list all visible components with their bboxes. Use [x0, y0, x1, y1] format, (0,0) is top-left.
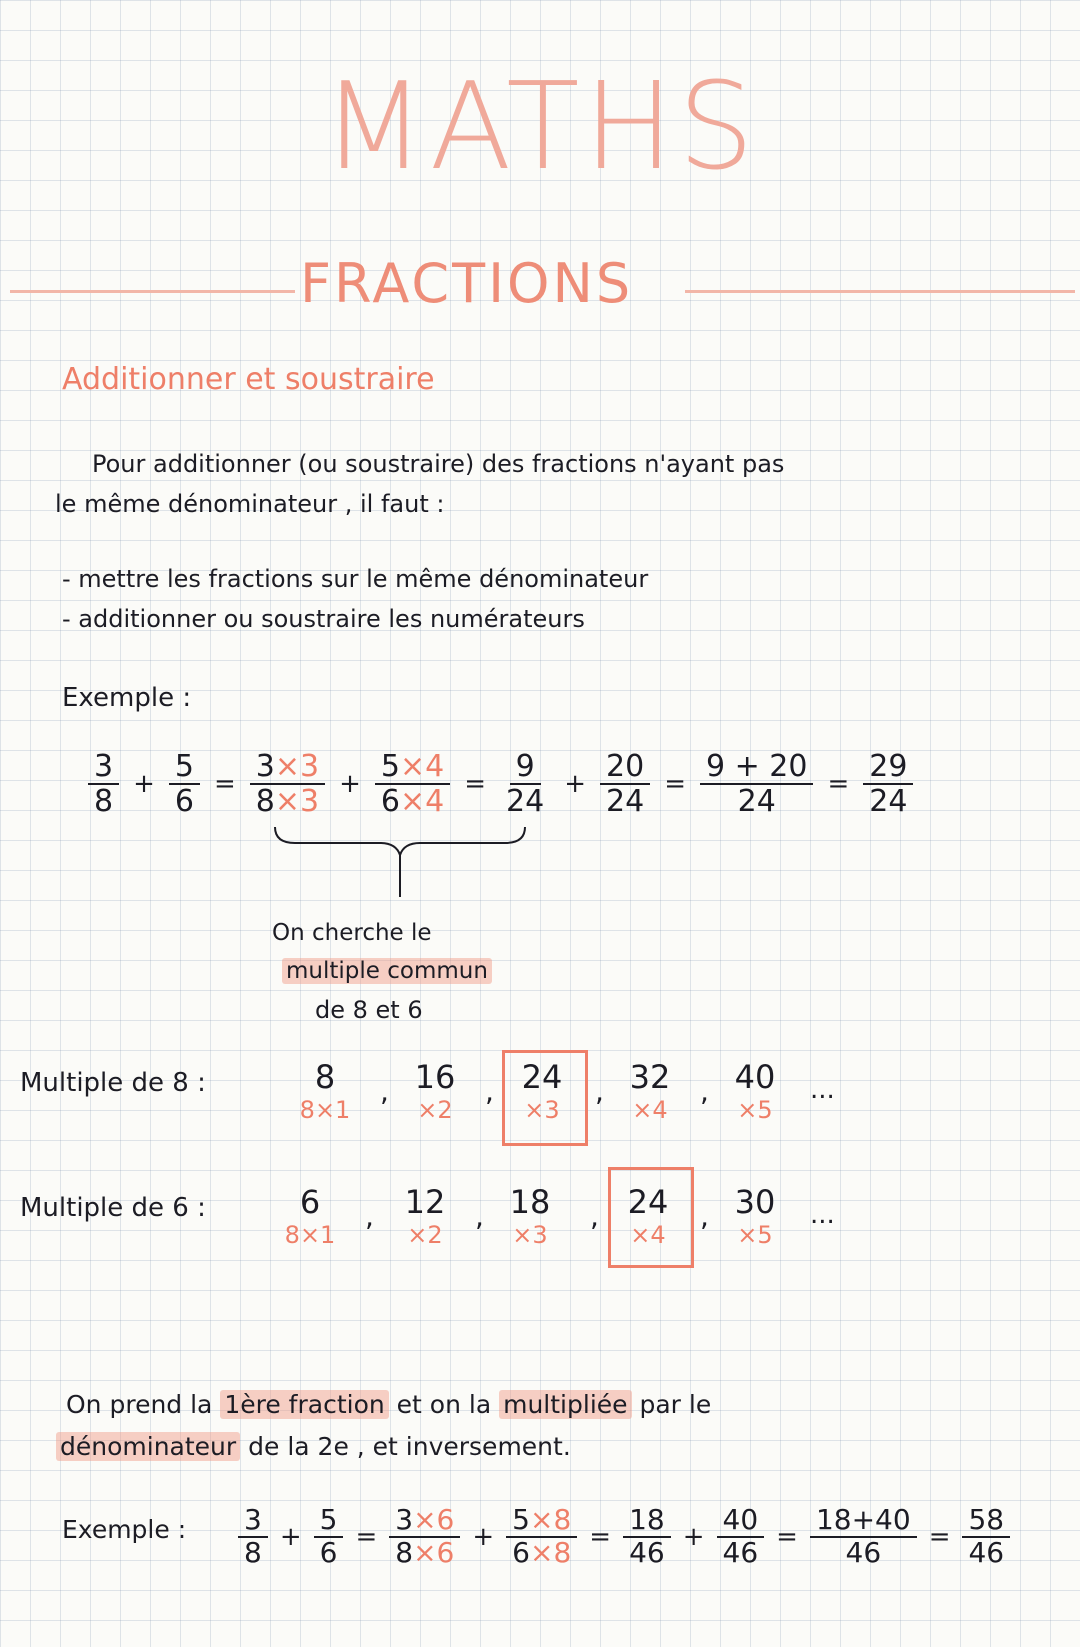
fraction: $\frac{18}{46}$ — [623, 1505, 671, 1569]
comma: , — [595, 1075, 604, 1108]
example-2-equation — [238, 1505, 1010, 1569]
plus-sign: + — [472, 1521, 495, 1552]
plus-sign: + — [564, 769, 587, 799]
example-label-2: Exemple : — [62, 1515, 187, 1544]
note-line-3: de 8 et 6 — [315, 996, 423, 1024]
fraction: $\frac{58}{46}$ — [962, 1505, 1010, 1569]
fraction: $\frac{5\times 4}{6\times 4}$ — [375, 750, 450, 818]
multiple-8-item: 8 8×1 — [299, 1058, 351, 1124]
fraction: $\frac{5}{6}$ — [314, 1505, 344, 1569]
plus-sign: + — [133, 769, 155, 799]
fraction: $\frac{40}{46}$ — [717, 1505, 765, 1569]
multiple-8-item: 32 ×4 — [629, 1058, 671, 1124]
equals-sign: = — [355, 1521, 378, 1552]
multiple-6-item: 24 ×4 — [627, 1183, 669, 1249]
multiple-6-item: 18 ×3 — [509, 1183, 551, 1249]
intro-line-2: le même dénominateur , il faut : — [55, 490, 445, 518]
plus-sign: + — [682, 1521, 705, 1552]
title-rule-left — [10, 290, 295, 293]
multiple-8-item: 16 ×2 — [414, 1058, 456, 1124]
multiple-6-item: 6 8×1 — [284, 1183, 336, 1249]
multiple-8-item: 40 ×5 — [734, 1058, 776, 1124]
comma: , — [380, 1075, 389, 1108]
bullet-1: - mettre les fractions sur le même dénominateur — [62, 565, 649, 593]
section-heading: Additionner et soustraire — [62, 362, 435, 397]
equals-sign: = — [827, 769, 850, 799]
equals-sign: = — [664, 769, 686, 799]
rule-line-1: On prend la 1ère fraction et on la multipliée par le — [66, 1390, 712, 1419]
fraction: $\frac{29}{24}$ — [863, 750, 913, 818]
comma: , — [475, 1200, 484, 1233]
bullet-2: - additionner ou soustraire les numérateurs — [62, 605, 585, 633]
multiple-6-item: 30 ×5 — [734, 1183, 776, 1249]
plus-sign: + — [339, 769, 361, 799]
fraction: $\frac{18+40}{46}$ — [810, 1505, 917, 1569]
fraction: $\frac{3\times 3}{8\times 3}$ — [250, 750, 325, 818]
multiples-6-label: Multiple de 6 : — [20, 1193, 206, 1223]
example-1-equation — [88, 750, 913, 818]
multiple-8-item: 24 ×3 — [521, 1058, 563, 1124]
subtitle: FRACTIONS — [300, 252, 634, 315]
ellipsis: ... — [810, 1200, 835, 1230]
fraction: $\frac{3\times 6}{8\times 6}$ — [389, 1505, 460, 1569]
fraction: $\frac{5\times 8}{6\times 8}$ — [506, 1505, 577, 1569]
brace-icon — [270, 825, 530, 900]
rule-line-2: dénominateur de la 2e , et inversement. — [56, 1432, 571, 1461]
equals-sign: = — [776, 1521, 798, 1552]
fraction: $\frac{3}{8}$ — [88, 750, 119, 818]
fraction: $\frac{9}{24}$ — [506, 749, 545, 819]
page-title: MATHS — [321, 58, 758, 197]
comma: , — [365, 1200, 374, 1233]
fraction: $\frac{20}{24}$ — [600, 750, 650, 818]
comma: , — [485, 1075, 494, 1108]
fraction: $\frac{9 + 20}{24}$ — [700, 750, 813, 818]
title-rule-right — [685, 290, 1075, 293]
fraction: $\frac{3}{8}$ — [238, 1505, 268, 1569]
comma: , — [700, 1200, 709, 1233]
equals-sign: = — [464, 769, 487, 799]
equals-sign: = — [213, 769, 236, 799]
example-label-1: Exemple : — [62, 683, 192, 713]
ellipsis: ... — [810, 1075, 835, 1105]
fraction: $\frac{5}{6}$ — [169, 750, 200, 818]
comma: , — [700, 1075, 709, 1108]
multiples-8-label: Multiple de 8 : — [20, 1068, 206, 1098]
note-line-2: multiple commun — [282, 958, 492, 984]
intro-line-1: Pour additionner (ou soustraire) des fractions n'ayant pas — [92, 450, 785, 478]
equals-sign: = — [928, 1521, 951, 1552]
equals-sign: = — [589, 1521, 612, 1552]
comma: , — [590, 1200, 599, 1233]
note-line-1: On cherche le — [272, 920, 432, 946]
multiple-6-item: 12 ×2 — [404, 1183, 446, 1249]
plus-sign: + — [279, 1521, 302, 1552]
